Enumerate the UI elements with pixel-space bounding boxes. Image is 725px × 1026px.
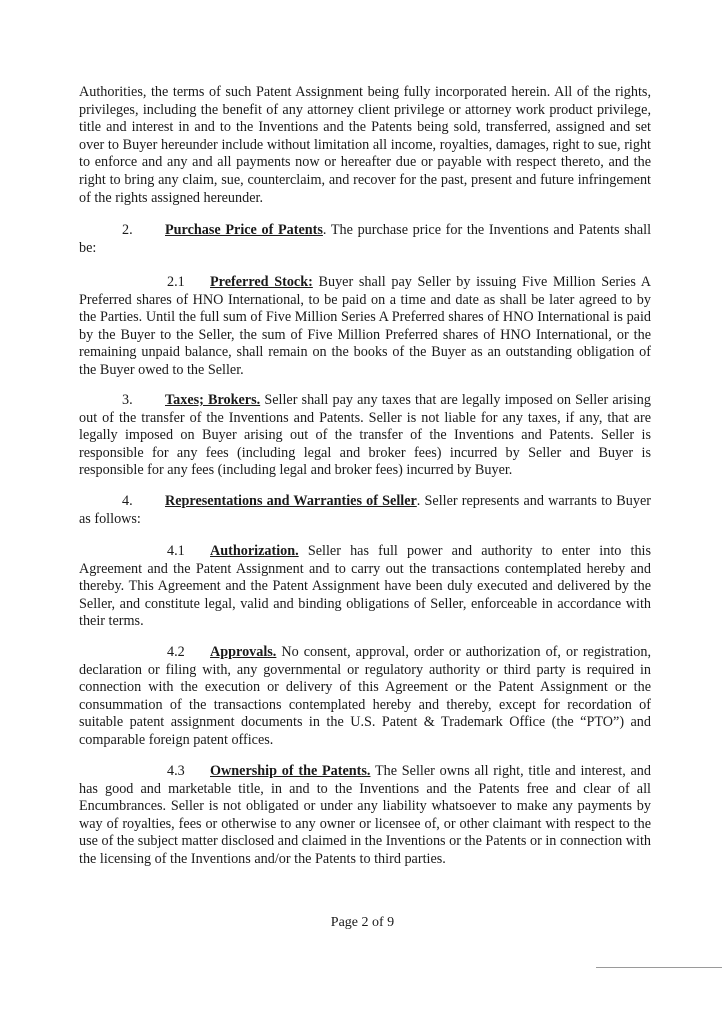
paragraph-intro: Authorities, the terms of such Patent Assignment being fully incorporated herein. All of the rights, privileges, including the benefit of any attorney client privilege or attorney work product privilege, title and interest in and to the Inventions and the Patents being sold, transferred, assigned and set over to Buyer hereunder include without limitation all income, royalties, damages, right to sue, right to enforce and any and all payments now or hereafter due or payable with respect thereto, and the right to bring any claim, sue, counterclaim, and recover for the past, present and future infringement of the rights assigned hereunder. xyxy=(79,84,651,206)
section-heading: Preferred Stock: xyxy=(210,274,313,290)
section-body: Buyer shall pay Seller by issuing Five Million Series A Preferred shares of HNO International, to be paid on a time and date as shall be later agreed to by the Parties. Until the full sum of Five Million Series A Preferred shares of HNO International is paid by the Buyer to the Seller, the sum of Five Million Preferred shares of HNO International, or the remaining unpaid balance, shall remain on the books of the Buyer as an outstanding obligation of the Buyer owed to the Seller. xyxy=(79,274,652,378)
section-2-purchase-price xyxy=(79,222,651,257)
scan-artifact-line xyxy=(596,967,722,968)
section-number: 4. xyxy=(122,493,133,509)
section-number: 3. xyxy=(122,392,133,408)
page-number-footer: Page 2 of 9 xyxy=(330,915,395,930)
section-heading: Authorization. xyxy=(210,543,299,559)
section-body: . Seller represents and warrants to Buyer as follows: xyxy=(79,493,651,527)
section-3-taxes-brokers xyxy=(79,392,651,480)
section-2-1-preferred-stock xyxy=(79,274,651,380)
section-number: 2.1 xyxy=(167,274,185,290)
section-heading: Purchase Price of Patents xyxy=(165,222,323,238)
section-number: 2. xyxy=(122,222,133,238)
section-heading: Taxes; Brokers. xyxy=(165,392,261,408)
section-body: . The purchase price for the Inventions and Patents shall be: xyxy=(79,222,652,256)
section-body: No consent, approval, order or authorization of, or registration, declaration or filing with, any governmental or regulatory authority or third party is required in connection with the execution or delivery of this Agreement or the Patent Assignment or the consummation of the transactions contemplated hereby and thereby, except for recordation of suitable patent assignment documents in the U.S. Patent & Trademark Office (the “PTO”) and comparable foreign patent offices. xyxy=(79,644,651,748)
section-number: 4.2 xyxy=(167,644,185,660)
section-body: Seller has full power and authority to enter into this Agreement and the Patent Assignment and to carry out the transactions contemplated hereby and thereby. This Agreement and the Patent Assignment have been duly executed and delivered by the Seller, and constitute legal, valid and binding obligations of Seller, enforceable in accordance with their terms. xyxy=(79,543,651,630)
section-heading: Ownership of the Patents. xyxy=(210,763,371,779)
section-4-2-approvals xyxy=(79,644,651,750)
section-body: The Seller owns all right, title and interest, and has good and marketable title, in and to the Inventions and the Patents free and clear of all Encumbrances. Seller is not obligated or under any liability whatsoever to make any payments by way of royalties, fees or otherwise to any owner or licensee of, or other claimant with respect to the use of the subject matter disclosed and claimed in the Inventions or the Patents or in connection with the licensing of the Inventions and/or the Patents to third parties. xyxy=(79,763,651,867)
section-4-representations xyxy=(79,493,651,528)
section-heading: Representations and Warranties of Seller xyxy=(165,493,417,509)
section-number: 4.1 xyxy=(167,543,185,559)
section-heading: Approvals. xyxy=(210,644,277,660)
section-number: 4.3 xyxy=(167,763,185,779)
section-4-3-ownership xyxy=(79,763,651,869)
section-4-1-authorization xyxy=(79,543,651,631)
section-body: Seller shall pay any taxes that are legally imposed on Seller arising out of the transfer of the Inventions and Patents. Seller is not liable for any taxes, if any, that are legally imposed on Buyer arising out of the transfer of the Inventions and Patents. Seller is responsible for any fees (including legal and broker fees) incurred by Seller and Buyer is responsible for any fees (including legal and broker fees) incurred by Buyer. xyxy=(79,392,651,479)
